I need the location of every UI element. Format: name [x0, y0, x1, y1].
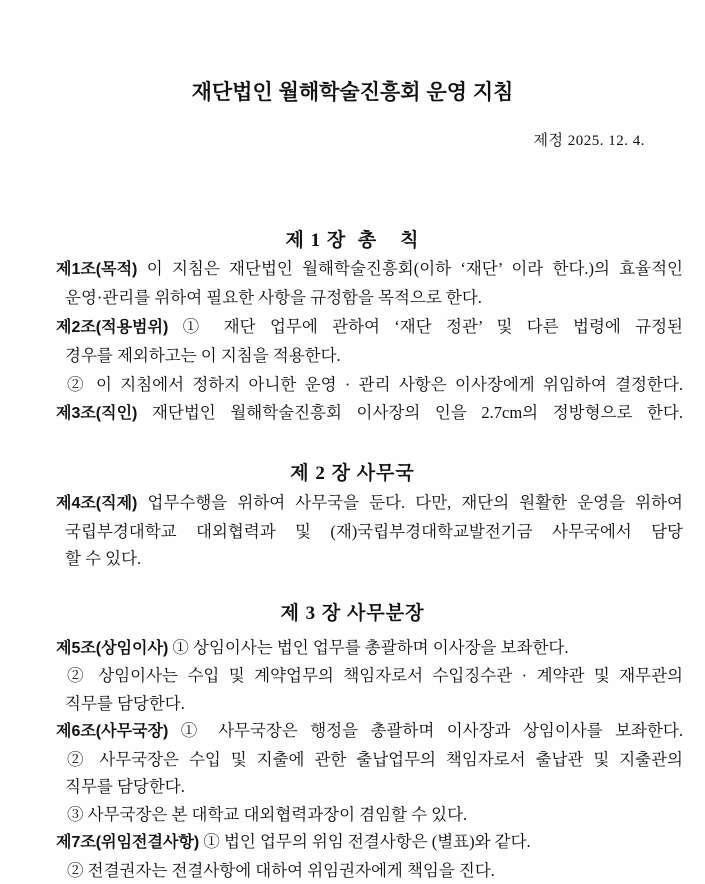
- body-line: [56, 284, 683, 312]
- article-label: 제6조(사무국장): [56, 723, 169, 741]
- body-line: [56, 255, 683, 284]
- line-text: 운영·관리를 위하여 필요한 사항을 규정함을 목적으로 한다.: [65, 288, 482, 308]
- line-text: 직무를 담당한다.: [65, 777, 185, 797]
- line-text: ① 상임이사는 법인 업무를 총괄하며 이사장을 보좌한다.: [168, 637, 569, 657]
- chapter-heading: 제 1 장 총 칙: [285, 230, 420, 251]
- chapter-heading: 제 2 장 사무국: [290, 463, 415, 485]
- body-line: [56, 801, 683, 829]
- chapter-lines: [56, 634, 683, 884]
- body-line: [56, 399, 683, 428]
- line-text: ② 전결권자는 전결사항에 대하여 위임권자에게 책임을 진다.: [67, 860, 495, 880]
- body-line: [56, 518, 683, 546]
- line-text: 업무수행을 위하여 사무국을 둔다. 다만, 재단의 원활한 운영을 위하여: [137, 493, 683, 513]
- line-text: 직무를 담당한다.: [65, 693, 185, 713]
- line-text: 재단법인 월해학술진흥회 이사장의 인을 2.7cm의 정방형으로 한다.: [137, 403, 683, 423]
- body-line: [56, 690, 683, 718]
- article-label: 제2조(적용범위): [56, 318, 169, 336]
- document-body: [0, 229, 705, 884]
- article-label: 제7조(위임전결사항): [56, 834, 200, 852]
- article-label: 제3조(직인): [56, 405, 138, 423]
- line-text: ③ 사무국장은 본 대학교 대외협력과장이 겸임할 수 있다.: [67, 804, 468, 824]
- chapter-heading: 제 3 장 사무분장: [280, 602, 425, 624]
- page-title: 재단법인 월해학술진흥회 운영 지침: [191, 81, 514, 104]
- chapter-section: [0, 229, 705, 428]
- line-text: ① 재단 업무에 관하여 ‘재단 정관’ 및 다른 법령에 규정된: [168, 316, 683, 336]
- body-line: [56, 662, 683, 690]
- body-line: [56, 313, 683, 342]
- body-line: [56, 717, 683, 746]
- body-line: [56, 828, 683, 857]
- body-line: [56, 746, 683, 774]
- enactment-date: 제정 2025. 12. 4.: [533, 133, 645, 149]
- line-text: ② 이 지침에서 정하지 아니한 운영 · 관리 사항은 이사장에게 위임하여 결정한다.: [67, 374, 683, 394]
- line-text: 할 수 있다.: [65, 549, 142, 569]
- line-text: ② 상임이사는 수입 및 계약업무의 책임자로서 수입징수관 · 계약관 및 재무관의: [67, 666, 683, 686]
- line-text: 경우를 제외하고는 이 지침을 적용한다.: [65, 346, 341, 366]
- body-line: [56, 371, 683, 399]
- line-text: 이 지침은 재단법인 월해학술진흥회(이하 ‘재단’ 이라 한다.)의 효율적인: [137, 259, 683, 278]
- line-text: ① 사무국장은 행정을 총괄하며 이사장과 상임이사를 보좌한다.: [168, 721, 683, 741]
- body-line: [56, 773, 683, 801]
- article-label: 제5조(상임이사): [56, 639, 169, 657]
- article-label: 제4조(직제): [56, 495, 138, 513]
- body-line: [56, 634, 683, 663]
- chapter-section: [0, 602, 705, 884]
- body-line: [56, 489, 683, 518]
- body-line: [56, 545, 683, 573]
- chapter-lines: [56, 489, 683, 573]
- body-line: [56, 857, 683, 884]
- line-text: ① 법인 업무의 위임 전결사항은 (별표)와 같다.: [199, 832, 531, 852]
- line-text: 국립부경대학교 대외협력과 및 (재)국립부경대학교발전기금 사무국에서 담당: [65, 521, 683, 541]
- chapter-lines: [56, 255, 683, 428]
- chapter-section: [0, 462, 705, 573]
- article-label: 제1조(목적): [56, 261, 138, 278]
- body-line: [56, 342, 683, 370]
- line-text: ② 사무국장은 수입 및 지출에 관한 출납업무의 책임자로서 출납관 및 지출관의: [67, 749, 683, 769]
